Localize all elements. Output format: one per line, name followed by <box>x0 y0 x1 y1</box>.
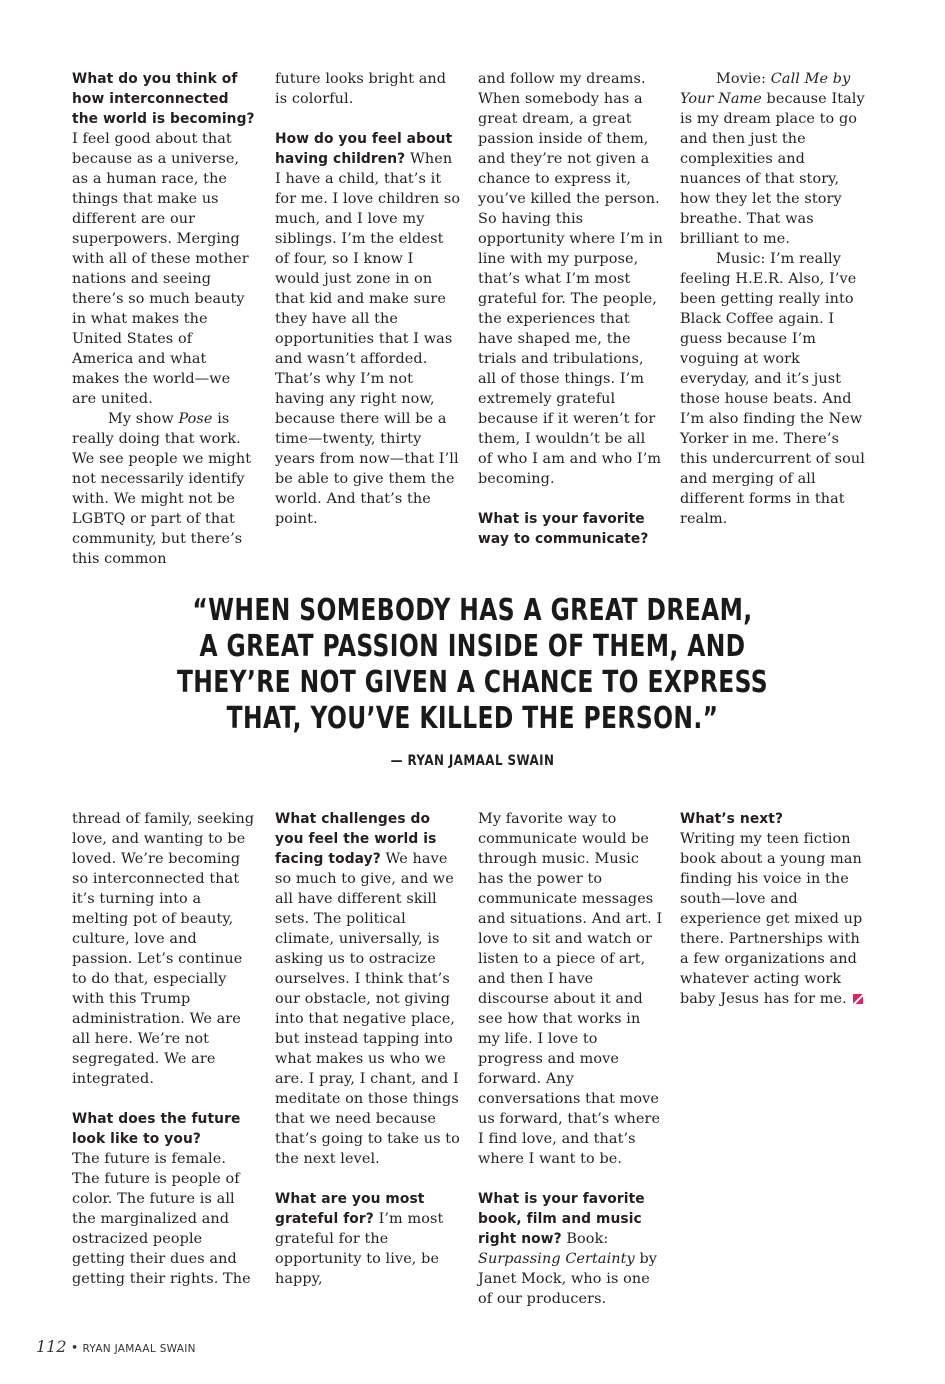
pull-quote-line: A GREAT PASSION INSIDE OF THEM, AND <box>199 629 746 664</box>
pull-quote-line: THEY’RE NOT GIVEN A CHANCE TO EXPRESS <box>176 665 769 700</box>
column-2-top <box>275 69 461 529</box>
text: My show <box>108 411 179 427</box>
question: What is your favorite way to communicate? <box>478 511 649 547</box>
column-3-bottom <box>478 809 664 1309</box>
text: is really doing that work. We see people we might not necessarily identify with. We might not be LGBTQ or part of that community, but there’s this common <box>72 411 252 567</box>
pull-quote-attribution: — RYAN JAMAAL SWAIN <box>390 753 555 769</box>
question: What is your favorite book, film and music right now? <box>478 1191 645 1247</box>
folio <box>36 1337 196 1356</box>
answer: We have so much to give, and we all have different skill sets. The political climate, universally, is asking us to ostracize ourselves. I think that’s our obstacle, not giving into that negative place, but instead tapping into what makes us who we are. I pray, I chant, and I meditate on those things that we need because that’s going to take us to the next level. <box>275 851 460 1167</box>
pull-quote <box>104 593 841 737</box>
paragraph: thread of family, seeking love, and wanting to be loved. We’re becoming so interconnected that it’s turning into a melting pot of beauty, culture, love and passion. Let’s continue to do that, especially with this Trump administration. We are all here. We’re not segregated. We are integrated. <box>72 811 255 1087</box>
column-2-bottom <box>275 809 461 1289</box>
answer: When I have a child, that’s it for me. I love children so much, and I love my siblings. I’m the eldest of four, so I know I would just zone in on that kid and make sure they have all the opportunities that I was and wasn’t afforded. That’s why I’m not having any right now, because there will be a time—twenty, thirty years from now—that I’ll be able to give them the world. And that’s the point. <box>275 151 461 527</box>
text: Movie: <box>716 71 771 87</box>
paragraph <box>275 809 461 1169</box>
show-title: Pose <box>178 411 213 427</box>
page-number: 112 <box>36 1337 67 1356</box>
running-head: RYAN JAMAAL SWAIN <box>82 1343 196 1355</box>
paragraph: and follow my dreams. When somebody has a great dream, a great passion inside of them, and they’re not given a chance to express it, you’ve killed the person. So having this opportunity where I’m in line with my purpose, that’s what I’m most grateful for. The people, the experiences that have shaped me, the trials and tribulations, all of those things. I’m extremely grateful because if it weren’t for them, I wouldn’t be all of who I am and who I’m becoming. <box>478 71 663 487</box>
paragraph <box>72 69 258 409</box>
book-title: Surpassing Certainty <box>478 1251 635 1267</box>
question: What does the future look like to you? <box>72 1111 241 1147</box>
question: What’s next? <box>680 811 784 827</box>
answer <box>680 829 866 1009</box>
text: by Janet Mock, who is one of our producers. <box>478 1251 657 1307</box>
answer: The future is female. The future is people of color. The future is all the marginalized and ostracized people getting their dues and getting their rights. The <box>72 1151 251 1287</box>
pull-quote-line: THAT, YOU’VE KILLED THE PERSON.” <box>226 701 719 736</box>
film-title: Call Me by Your Name <box>680 71 851 107</box>
answer: I feel good about that because as a universe, as a human race, the things that make us different are our superpowers. Merging with all of these mother nations and seeing there’s so much beauty in what makes the United States of America and what makes the world—we are united. <box>72 131 249 407</box>
column-3-top <box>478 69 664 549</box>
paragraph <box>72 409 258 569</box>
end-mark-icon <box>853 994 863 1004</box>
question: What challenges do you feel the world is facing today? <box>275 811 437 867</box>
text: Book: <box>561 1231 609 1247</box>
paragraph: future looks bright and is colorful. <box>275 71 447 107</box>
paragraph <box>275 1189 461 1289</box>
pull-quote-line: “WHEN SOMEBODY HAS A GREAT DREAM, <box>192 593 753 628</box>
text: Writing my teen fiction book about a young man finding his voice in the south—love and experience get mixed up there. Partnerships with a few organizations and whatever acting work baby Jesus has for me. <box>680 831 863 1007</box>
column-4-bottom <box>680 809 866 1009</box>
question: What are you most grateful for? <box>275 1191 425 1227</box>
folio-separator: • <box>70 1341 79 1356</box>
paragraph: My favorite way to communicate would be through music. Music has the power to communicate messages and situations. And art. I love to sit and watch or listen to a piece of art, and then I have discourse about it and see how that works in my life. I love to progress and move forward. Any conversations that move us forward, that’s where I find love, and that’s where I want to be. <box>478 811 663 1167</box>
answer: I’m most grateful for the opportunity to live, be happy, <box>275 1211 444 1287</box>
paragraph: Music: I’m really feeling H.E.R. Also, I’ve been getting really into Black Coffee again. I guess because I’m voguing at work everyday, and it’s just those house beats. And I’m also finding the New Yorker in me. There’s this undercurrent of soul and merging of all different forms in that realm. <box>680 251 865 527</box>
paragraph <box>478 1189 664 1309</box>
question: What do you think of how interconnected the world is becoming? <box>72 71 255 127</box>
text: because Italy is my dream place to go and then just the complexities and nuances of that story, how they let the story breathe. That was brilliant to me. <box>680 91 865 247</box>
column-1-top <box>72 69 258 569</box>
question: How do you feel about having children? <box>275 131 453 167</box>
paragraph <box>680 69 866 249</box>
paragraph <box>275 129 461 529</box>
column-4-top <box>680 69 866 529</box>
column-1-bottom <box>72 809 258 1289</box>
